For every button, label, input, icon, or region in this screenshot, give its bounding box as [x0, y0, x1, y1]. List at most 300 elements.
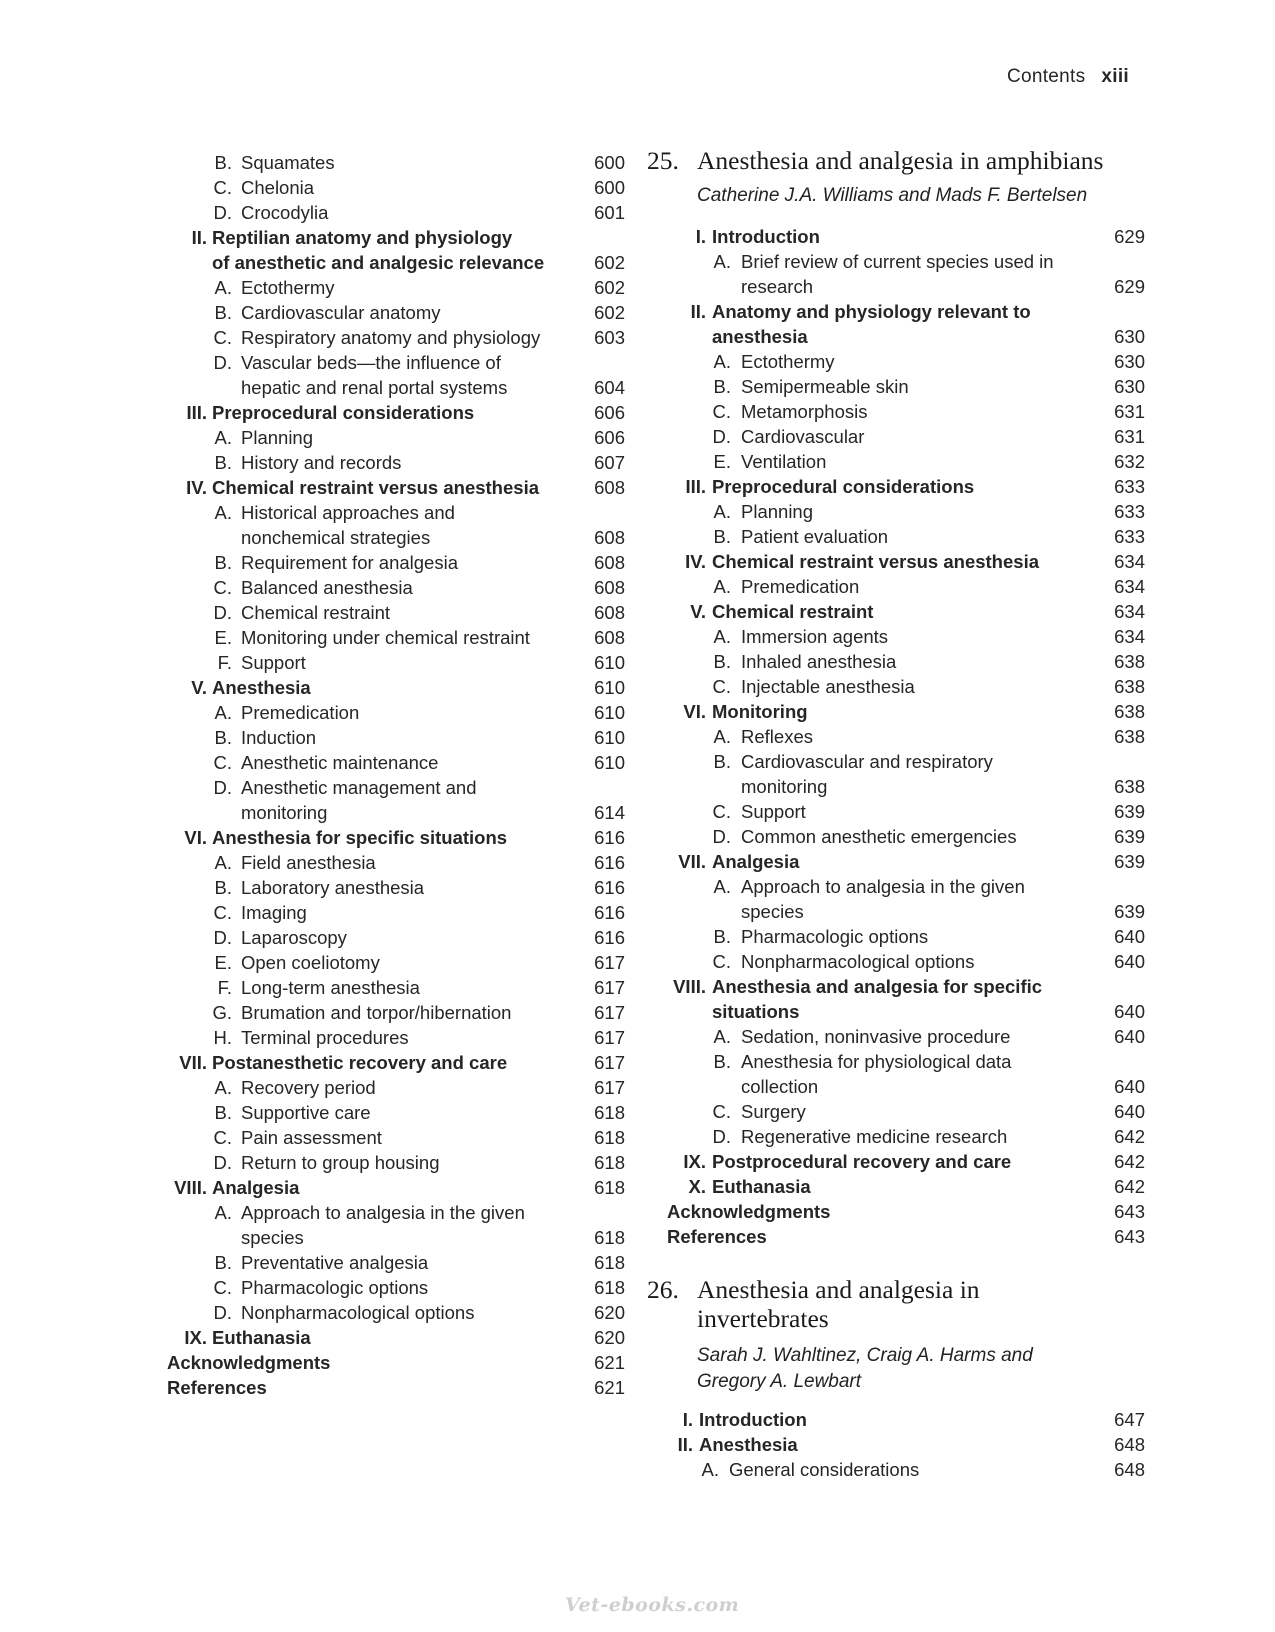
toc-entry [170, 275, 625, 300]
entry-page-number: 610 [594, 752, 625, 773]
entry-title: Sedation, noninvasive procedure [741, 1026, 1011, 1047]
entry-page-number: 642 [1114, 1176, 1145, 1197]
toc-entry [170, 450, 625, 475]
entry-page-number: 633 [1114, 501, 1145, 522]
entry-label: A. [713, 351, 731, 372]
entry-title: Immersion agents [741, 626, 889, 647]
entry-title: Inhaled anesthesia [741, 651, 897, 672]
toc-entry [170, 1300, 625, 1325]
toc-entry [170, 425, 625, 450]
entry-label: C. [712, 401, 731, 422]
entry-label: B. [214, 452, 232, 473]
entry-title: collection [741, 1076, 819, 1097]
entry-page-number: 640 [1114, 1026, 1145, 1047]
entry-page-number: 618 [594, 1252, 625, 1273]
entry-title: Brief review of current species used in [741, 251, 1054, 272]
entry-label: D. [213, 202, 232, 223]
entry-title: Ventilation [741, 451, 827, 472]
entry-label: C. [712, 676, 731, 697]
entry-title: Introduction [699, 1409, 807, 1430]
entry-page-number: 610 [594, 677, 625, 698]
toc-entry [647, 249, 1145, 274]
entry-page-number: 639 [1114, 901, 1145, 922]
entry-title: Approach to analgesia in the given [241, 1202, 525, 1223]
toc-entry [647, 824, 1145, 849]
entry-label: A. [214, 277, 232, 298]
entry-label: C. [213, 327, 232, 348]
entry-title: Pain assessment [241, 1127, 382, 1148]
entry-page-number: 631 [1114, 401, 1145, 422]
entry-label: A. [713, 726, 731, 747]
entry-title: Imaging [241, 902, 307, 923]
entry-page-number: 640 [1114, 951, 1145, 972]
toc-entry [170, 725, 625, 750]
toc-entry [170, 1200, 625, 1225]
toc-entry [647, 1124, 1145, 1149]
entry-label: IV. [685, 551, 706, 572]
entry-title: species [241, 1227, 304, 1248]
entry-title: Monitoring [712, 701, 808, 722]
toc-entry [170, 475, 625, 500]
toc-entry [647, 399, 1145, 424]
entry-title: monitoring [741, 776, 828, 797]
entry-title: species [741, 901, 804, 922]
chapter-26-entries [647, 1407, 1145, 1482]
entry-title: Open coeliotomy [241, 952, 380, 973]
entry-label: VII. [179, 1052, 207, 1073]
entry-page-number: 610 [594, 702, 625, 723]
entry-title: Introduction [712, 226, 820, 247]
entry-title: Laparoscopy [241, 927, 347, 948]
entry-title: Analgesia [212, 1177, 300, 1198]
entry-title: Anesthesia [212, 677, 311, 698]
entry-page-number: 608 [594, 552, 625, 573]
chapter-title-line: Anesthesia and analgesia in [697, 1275, 980, 1304]
entry-title: Cardiovascular and respiratory [741, 751, 993, 772]
author-line: Gregory A. Lewbart [697, 1371, 862, 1392]
entry-page-number: 608 [594, 627, 625, 648]
entry-title: Chelonia [241, 177, 315, 198]
running-head-section: Contents [1006, 66, 1086, 87]
entry-title: Supportive care [241, 1102, 371, 1123]
entry-page-number: 617 [594, 1002, 625, 1023]
entry-title: anesthesia [712, 326, 808, 347]
entry-title: Chemical restraint versus anesthesia [712, 551, 1039, 572]
entry-title: Anesthesia [699, 1434, 798, 1455]
entry-page-number: 606 [594, 402, 625, 423]
toc-entry [170, 700, 625, 725]
entry-title: History and records [241, 452, 402, 473]
toc-entry [170, 750, 625, 775]
toc-entry [647, 949, 1145, 974]
entry-page-number: 616 [594, 852, 625, 873]
entry-page-number: 608 [594, 577, 625, 598]
toc-entry [170, 950, 625, 975]
entry-title: Anesthetic maintenance [241, 752, 439, 773]
entry-page-number: 614 [594, 802, 625, 823]
toc-entry [647, 899, 1145, 924]
entry-label: D. [213, 1152, 232, 1173]
entry-label: D. [213, 602, 232, 623]
entry-label: I. [695, 226, 706, 247]
toc-entry [170, 375, 625, 400]
toc-entry [647, 724, 1145, 749]
entry-label: B. [713, 926, 731, 947]
entry-label: D. [712, 1126, 731, 1147]
toc-entry [647, 674, 1145, 699]
toc-entry [647, 1224, 1145, 1249]
entry-label: C. [712, 951, 731, 972]
toc-entry [170, 675, 625, 700]
entry-title: Chemical restraint [241, 602, 391, 623]
entry-label: F. [217, 652, 232, 673]
entry-page-number: 618 [594, 1152, 625, 1173]
entry-page-number: 602 [594, 302, 625, 323]
entry-page-number: 618 [594, 1177, 625, 1198]
entry-page-number: 608 [594, 527, 625, 548]
entry-label: B. [713, 751, 731, 772]
entry-page-number: 610 [594, 727, 625, 748]
entry-page-number: 617 [594, 952, 625, 973]
entry-title: Injectable anesthesia [741, 676, 915, 697]
toc-entry [647, 474, 1145, 499]
entry-title: Anesthesia for physiological data [741, 1051, 1012, 1072]
entry-page-number: 648 [1114, 1459, 1145, 1480]
entry-title: Planning [241, 427, 314, 448]
entry-title: Approach to analgesia in the given [741, 876, 1025, 897]
entry-label: C. [213, 752, 232, 773]
toc-entry [647, 299, 1145, 324]
chapter-25-heading [647, 146, 1145, 175]
toc-entry [647, 374, 1145, 399]
entry-label: V. [191, 677, 207, 698]
entry-label: IV. [186, 477, 207, 498]
entry-title: Chemical restraint versus anesthesia [212, 477, 539, 498]
toc-entry [647, 749, 1145, 774]
entry-label: A. [713, 251, 731, 272]
entry-title: Squamates [241, 152, 335, 173]
entry-page-number: 617 [594, 1052, 625, 1073]
entry-label: B. [713, 1051, 731, 1072]
entry-page-number: 632 [1114, 451, 1145, 472]
entry-page-number: 640 [1114, 1076, 1145, 1097]
entry-title: Return to group housing [241, 1152, 440, 1173]
entry-page-number: 638 [1114, 701, 1145, 722]
toc-entry [170, 1125, 625, 1150]
entry-label: VIII. [673, 976, 706, 997]
entry-title: Acknowledgments [167, 1352, 331, 1373]
toc-entry [647, 549, 1145, 574]
toc-entry [170, 150, 625, 175]
toc-entry [170, 1325, 625, 1350]
toc-entry [647, 524, 1145, 549]
toc-entry [170, 350, 625, 375]
toc-entry [170, 400, 625, 425]
entry-title: Ectothermy [241, 277, 335, 298]
entry-title: Brumation and torpor/hibernation [241, 1002, 512, 1023]
entry-title: Premedication [241, 702, 360, 723]
entry-page-number: 639 [1114, 826, 1145, 847]
toc-entry [170, 325, 625, 350]
author-line: Sarah J. Wahltinez, Craig A. Harms and [697, 1345, 1033, 1366]
toc-entry [170, 1100, 625, 1125]
entry-label: F. [217, 977, 232, 998]
entry-page-number: 607 [594, 452, 625, 473]
toc-entry [647, 874, 1145, 899]
entry-page-number: 610 [594, 652, 625, 673]
entry-title: Semipermeable skin [741, 376, 909, 397]
entry-page-number: 634 [1114, 551, 1145, 572]
entry-label: D. [712, 826, 731, 847]
toc-entry [647, 849, 1145, 874]
entry-label: C. [213, 902, 232, 923]
toc-entry [170, 300, 625, 325]
chapter-26-heading [647, 1275, 1145, 1333]
entry-page-number: 634 [1114, 626, 1145, 647]
entry-label: C. [712, 1101, 731, 1122]
entry-title: Planning [741, 501, 814, 522]
entry-title: Preprocedural considerations [712, 476, 975, 497]
entry-label: B. [214, 877, 232, 898]
entry-page-number: 620 [594, 1327, 625, 1348]
toc-entry [167, 1350, 625, 1375]
entry-page-number: 629 [1114, 276, 1145, 297]
toc-entry [647, 799, 1145, 824]
toc-entry [647, 1149, 1145, 1174]
entry-title: Balanced anesthesia [241, 577, 413, 598]
entry-label: B. [214, 727, 232, 748]
toc-entry [647, 424, 1145, 449]
entry-label: C. [213, 1277, 232, 1298]
toc-entry [647, 1074, 1145, 1099]
chapter-number: 26. [647, 1275, 679, 1304]
entry-label: V. [690, 601, 706, 622]
entry-title: Laboratory anesthesia [241, 877, 425, 898]
entry-page-number: 647 [1114, 1409, 1145, 1430]
entry-label: B. [214, 1252, 232, 1273]
entry-page-number: 643 [1114, 1226, 1145, 1247]
entry-page-number: 602 [594, 277, 625, 298]
toc-entry [170, 200, 625, 225]
entry-label: II. [191, 227, 207, 248]
entry-title: situations [712, 1001, 800, 1022]
entry-label: A. [214, 852, 232, 873]
toc-entry [647, 1049, 1145, 1074]
entry-title: Terminal procedures [241, 1027, 409, 1048]
entry-title: Respiratory anatomy and physiology [241, 327, 541, 348]
entry-label: B. [214, 302, 232, 323]
toc-entry [170, 800, 625, 825]
toc-entry [647, 974, 1145, 999]
entry-label: C. [213, 177, 232, 198]
entry-label: D. [213, 777, 232, 798]
entry-page-number: 630 [1114, 326, 1145, 347]
entry-title: monitoring [241, 802, 328, 823]
entry-page-number: 634 [1114, 601, 1145, 622]
toc-entry [647, 999, 1145, 1024]
entry-title: Euthanasia [212, 1327, 311, 1348]
entry-label: H. [213, 1027, 232, 1048]
entry-label: A. [713, 876, 731, 897]
toc-entry [170, 1225, 625, 1250]
toc-entry [647, 1174, 1145, 1199]
entry-title: Anesthesia and analgesia for specific [712, 976, 1043, 997]
entry-label: A. [713, 1026, 731, 1047]
toc-entry [170, 1150, 625, 1175]
entry-page-number: 638 [1114, 726, 1145, 747]
entry-label: C. [213, 1127, 232, 1148]
chapter-25-entries [647, 224, 1145, 1249]
toc-entry [170, 1050, 625, 1075]
entry-label: VI. [683, 701, 706, 722]
entry-page-number: 621 [594, 1377, 625, 1398]
entry-label: C. [213, 577, 232, 598]
toc-entry [170, 1025, 625, 1050]
toc-entry [647, 499, 1145, 524]
entry-title: General considerations [729, 1459, 920, 1480]
toc-entry [647, 1432, 1145, 1457]
entry-label: B. [713, 526, 731, 547]
entry-page-number: 618 [594, 1102, 625, 1123]
entry-page-number: 640 [1114, 926, 1145, 947]
entry-label: D. [213, 1302, 232, 1323]
chapter-title: Anesthesia and analgesia in amphibians [697, 146, 1104, 175]
entry-title: Patient evaluation [741, 526, 889, 547]
running-head [1007, 66, 1129, 88]
entry-page-number: 617 [594, 977, 625, 998]
entry-title: Long-term anesthesia [241, 977, 420, 998]
entry-title: Chemical restraint [712, 601, 874, 622]
entry-page-number: 630 [1114, 351, 1145, 372]
entry-page-number: 642 [1114, 1151, 1145, 1172]
chapter-number: 25. [647, 146, 679, 175]
entry-page-number: 638 [1114, 676, 1145, 697]
entry-page-number: 631 [1114, 426, 1145, 447]
toc-entry [170, 225, 625, 250]
entry-page-number: 603 [594, 327, 625, 348]
chapter-26-authors [697, 1343, 1145, 1395]
toc-entry [647, 1199, 1145, 1224]
entry-label: E. [713, 451, 731, 472]
entry-label: B. [713, 376, 731, 397]
entry-title: Induction [241, 727, 317, 748]
entry-page-number: 640 [1114, 1101, 1145, 1122]
entry-title: hepatic and renal portal systems [241, 377, 508, 398]
entry-page-number: 608 [594, 477, 625, 498]
toc-entry [170, 1175, 625, 1200]
toc-entry [170, 625, 625, 650]
entry-page-number: 604 [594, 377, 625, 398]
chapter-25-authors [697, 183, 1145, 209]
left-toc-column [167, 150, 625, 1400]
entry-title: of anesthetic and analgesic relevance [212, 252, 545, 273]
toc-entry [647, 774, 1145, 799]
toc-entry [170, 550, 625, 575]
entry-label: D. [712, 426, 731, 447]
entry-page-number: 602 [594, 252, 625, 273]
entry-title: Anesthetic management and [241, 777, 477, 798]
entry-page-number: 618 [594, 1127, 625, 1148]
entry-title: Recovery period [241, 1077, 376, 1098]
entry-page-number: 616 [594, 877, 625, 898]
entry-page-number: 601 [594, 202, 625, 223]
entry-title: Reptilian anatomy and physiology [212, 227, 513, 248]
entry-title: Reflexes [741, 726, 813, 747]
entry-label: II. [677, 1434, 693, 1455]
toc-entry [647, 274, 1145, 299]
entry-title: Crocodylia [241, 202, 329, 223]
entry-title: Field anesthesia [241, 852, 376, 873]
toc-entry [170, 775, 625, 800]
toc-entry [170, 500, 625, 525]
entry-page-number: 618 [594, 1227, 625, 1248]
entry-page-number: 639 [1114, 801, 1145, 822]
entry-label: IX. [184, 1327, 207, 1348]
entry-label: B. [214, 1102, 232, 1123]
entry-page-number: 608 [594, 602, 625, 623]
entry-title: Nonpharmacological options [241, 1302, 475, 1323]
entry-page-number: 617 [594, 1027, 625, 1048]
toc-entry [170, 525, 625, 550]
entry-label: A. [713, 501, 731, 522]
toc-entry [170, 825, 625, 850]
entry-label: IX. [683, 1151, 706, 1172]
toc-entry [647, 1099, 1145, 1124]
toc-entry [170, 925, 625, 950]
entry-label: III. [186, 402, 207, 423]
entry-page-number: 616 [594, 902, 625, 923]
entry-label: A. [214, 1077, 232, 1098]
entry-page-number: 638 [1114, 651, 1145, 672]
entry-label: D. [213, 927, 232, 948]
entry-title: Analgesia [712, 851, 800, 872]
entry-title: Common anesthetic emergencies [741, 826, 1017, 847]
entry-label: A. [214, 427, 232, 448]
entry-title: Postanesthetic recovery and care [212, 1052, 508, 1073]
toc-entry [170, 1275, 625, 1300]
entry-label: E. [214, 952, 232, 973]
entry-title: Monitoring under chemical restraint [241, 627, 530, 648]
entry-label: VIII. [174, 1177, 207, 1198]
entry-page-number: 600 [594, 152, 625, 173]
entry-label: VI. [184, 827, 207, 848]
toc-entry [170, 1250, 625, 1275]
toc-entry [170, 875, 625, 900]
toc-entry [647, 224, 1145, 249]
entry-label: G. [212, 1002, 232, 1023]
entry-label: A. [214, 1202, 232, 1223]
entry-title: Nonpharmacological options [741, 951, 975, 972]
entry-page-number: 633 [1114, 476, 1145, 497]
entry-title: Euthanasia [712, 1176, 811, 1197]
entry-page-number: 630 [1114, 376, 1145, 397]
entry-label: A. [713, 576, 731, 597]
entry-label: VII. [678, 851, 706, 872]
entry-title: Surgery [741, 1101, 806, 1122]
entry-title: Cardiovascular [741, 426, 865, 447]
entry-title: Premedication [741, 576, 860, 597]
entry-page-number: 616 [594, 827, 625, 848]
toc-entry [170, 850, 625, 875]
entry-title: Metamorphosis [741, 401, 868, 422]
toc-entry [170, 175, 625, 200]
entry-title: nonchemical strategies [241, 527, 431, 548]
toc-entry [170, 575, 625, 600]
entry-title: Anatomy and physiology relevant to [712, 301, 1031, 322]
toc-entry [647, 1457, 1145, 1482]
entry-page-number: 616 [594, 927, 625, 948]
entry-title: Pharmacologic options [741, 926, 929, 947]
